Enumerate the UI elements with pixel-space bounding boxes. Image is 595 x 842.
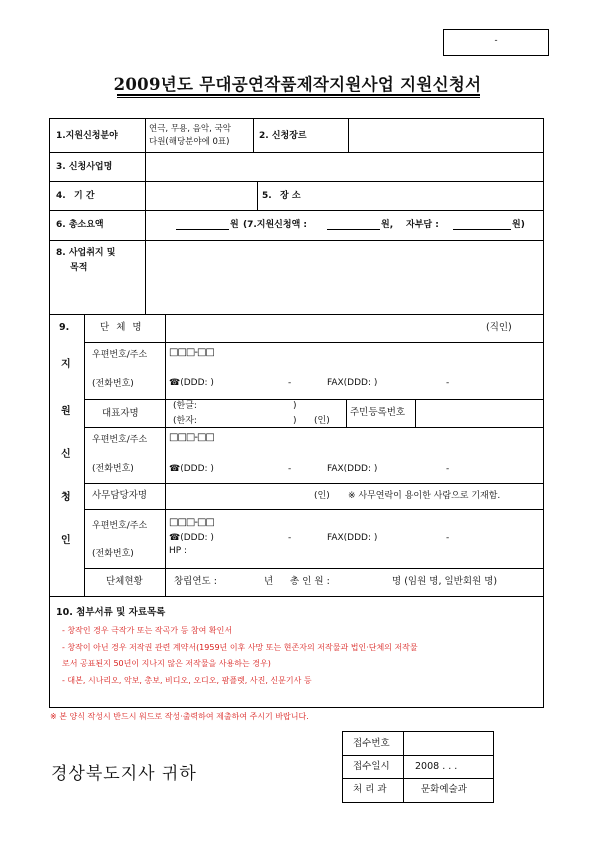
fax-ddd[interactable]: FAX(DDD: ) <box>327 464 378 474</box>
representative-label: 대표자명 <box>102 408 139 419</box>
period-number: 4. <box>56 191 66 201</box>
request-blank[interactable] <box>327 219 380 230</box>
cell-rule <box>253 119 254 152</box>
hanja-name-close: ) <box>293 416 297 426</box>
row-rule <box>84 568 543 569</box>
row-rule <box>50 596 543 597</box>
document-number-box: - <box>443 29 549 56</box>
members-detail: 명 (임원 명, 일반회원 명) <box>392 576 498 587</box>
postal-code-boxes[interactable]: □□□-□□ <box>169 432 214 443</box>
org-name-label: 단 체 명 <box>100 322 144 333</box>
project-name-label: 3. 신청사업명 <box>56 162 113 172</box>
attachment-item: 로서 공표된지 50년이 지나지 않은 저작물을 사용하는 경우) <box>62 659 271 668</box>
field-options-line2: 다원(해당분야에 0표) <box>149 137 230 147</box>
postal-code-boxes[interactable]: □□□-□□ <box>169 517 214 528</box>
address-label: 우편번호/주소 <box>92 350 148 360</box>
hanja-name[interactable]: (한자: <box>173 416 197 426</box>
phone-dash: - <box>288 464 292 474</box>
applicant-vertical-char: 청 <box>61 492 71 503</box>
row-rule <box>84 483 543 484</box>
fax-ddd[interactable]: FAX(DDD: ) <box>327 378 378 388</box>
budget-blank[interactable] <box>176 219 229 230</box>
receipt-rule <box>343 778 493 779</box>
label-column-rule <box>145 119 146 314</box>
seal-mark-staff: (인) <box>314 491 330 501</box>
budget-label: 6. 총소요액 <box>56 220 104 230</box>
cell-rule <box>346 399 347 427</box>
seal-mark-rep: (인) <box>314 416 330 426</box>
applicant-column-rule <box>84 314 85 596</box>
recipient: 경상북도지사 귀하 <box>51 764 197 784</box>
staff-label: 사무담당자명 <box>92 490 148 501</box>
korean-name-close: ) <box>293 401 297 411</box>
receipt-number-label: 접수번호 <box>353 738 390 749</box>
phone-ddd[interactable]: ☎(DDD: ) <box>169 378 214 388</box>
receipt-date-label: 접수일시 <box>353 761 390 772</box>
phone-dash: - <box>288 533 292 543</box>
receipt-date-value[interactable]: 2008 . . . <box>415 761 458 772</box>
request-won: 원, <box>381 220 394 230</box>
budget-won: 원 <box>230 220 239 230</box>
form-title: 2009년도 무대공연작품제작지원사업 지원신청서 <box>113 75 482 94</box>
row-rule <box>50 210 543 211</box>
address-label: 우편번호/주소 <box>92 435 148 445</box>
field-label: 1.지원신청분야 <box>56 131 118 141</box>
applicant-vertical-char: 인 <box>61 535 71 546</box>
self-fund-label: 자부담 : <box>406 220 439 230</box>
row-rule <box>84 427 543 428</box>
row-rule <box>50 314 543 315</box>
founded-label: 창립연도 : <box>174 576 217 587</box>
handler-label: 처 리 과 <box>353 784 387 795</box>
receipt-box <box>342 731 494 803</box>
genre-label: 2. 신청장르 <box>259 131 307 141</box>
phone-label: (전화번호) <box>92 464 134 474</box>
row-rule <box>50 152 543 153</box>
org-status-label: 단체현황 <box>106 576 143 587</box>
cell-rule <box>348 119 349 152</box>
period-label: 기 간 <box>74 191 95 201</box>
postal-code-boxes[interactable]: □□□-□□ <box>169 347 214 358</box>
applicant-vertical-char: 신 <box>61 449 71 460</box>
request-label: (7.지원신청액 : <box>243 220 307 230</box>
field-options-line1: 연극, 무용, 음악, 국악 <box>149 124 231 134</box>
cell-rule <box>257 181 258 210</box>
address-label: 우편번호/주소 <box>92 521 148 531</box>
row-rule <box>50 240 543 241</box>
cell-rule <box>415 399 416 427</box>
row-rule <box>84 399 543 400</box>
row-rule <box>84 342 543 343</box>
place-label: 장 소 <box>280 191 301 201</box>
resident-number-label: 주민등록번호 <box>350 407 406 418</box>
fax-dash: - <box>446 378 450 388</box>
members-label: 총 인 원 : <box>290 576 330 587</box>
seal-mark: (직인) <box>486 322 512 333</box>
fax-dash: - <box>446 533 450 543</box>
attachment-item: - 대본, 시나리오, 악보, 총보, 비디오, 오디오, 팜플렛, 사진, 신문기사 등 <box>62 676 312 685</box>
row-rule <box>50 181 543 182</box>
phone-ddd[interactable]: ☎(DDD: ) <box>169 533 214 543</box>
receipt-rule <box>343 755 493 756</box>
attachment-item: - 창작인 경우 극작가 또는 작곡가 등 참여 확인서 <box>62 626 233 635</box>
handler-value: 문화예술과 <box>421 784 467 795</box>
phone-dash: - <box>288 378 292 388</box>
application-form <box>49 118 544 708</box>
phone-label: (전화번호) <box>92 379 134 389</box>
sublabel-column-rule <box>165 314 166 596</box>
purpose-label: 8. 사업취지 및 <box>56 248 116 258</box>
receipt-column-rule <box>403 732 404 802</box>
attachments-title: 10. 첨부서류 및 자료목록 <box>56 607 166 618</box>
korean-name[interactable]: (한글: <box>173 401 197 411</box>
phone-ddd[interactable]: ☎(DDD: ) <box>169 464 214 474</box>
applicant-number: 9. <box>59 322 70 333</box>
staff-note: ※ 사무연락이 용이한 사람으로 기재함. <box>348 491 501 501</box>
row-rule <box>84 509 543 510</box>
title-underline <box>117 94 480 98</box>
fax-dash: - <box>446 464 450 474</box>
submission-note: ※ 본 양식 작성시 반드시 워드로 작성·출력하여 제출하여 주시기 바랍니다. <box>50 712 309 721</box>
self-fund-blank[interactable] <box>453 219 511 230</box>
phone-label: (전화번호) <box>92 549 134 559</box>
purpose-label-cont: 목적 <box>70 263 88 273</box>
mobile-phone[interactable]: HP : <box>169 546 188 556</box>
applicant-vertical-char: 원 <box>61 406 71 417</box>
place-number: 5. <box>262 191 272 201</box>
self-fund-won: 원) <box>512 220 525 230</box>
fax-ddd[interactable]: FAX(DDD: ) <box>327 533 378 543</box>
attachment-item: - 창작이 아닌 경우 저작권 관련 계약서(1959년 이후 사망 또는 현존자의 저작물과 법인·단체의 저작물 <box>62 643 418 652</box>
applicant-vertical-char: 지 <box>61 359 71 370</box>
founded-year-unit: 년 <box>264 576 274 587</box>
